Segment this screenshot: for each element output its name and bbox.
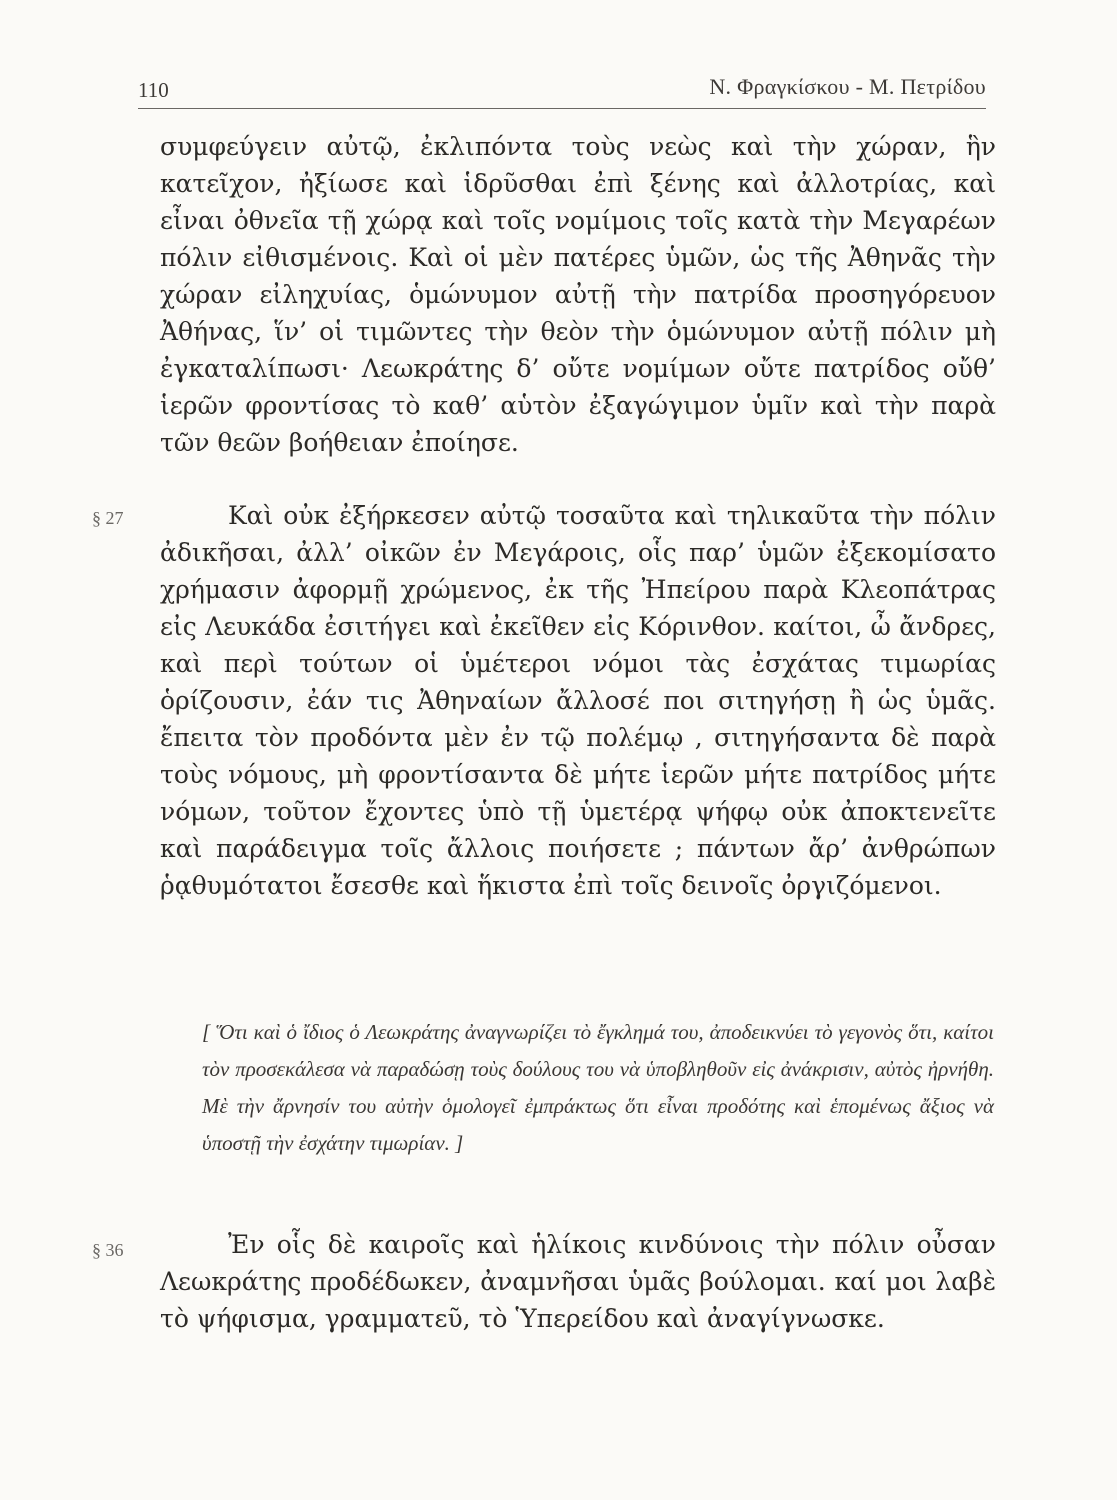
paragraph-section-36: Ἐν οἷς δὲ καιροῖς καὶ ἡλίκοις κινδύνοις τὴν πόλιν οὖσαν Λεωκράτης προδέδωκεν, ἀναμνῆσαι ὑμᾶς βούλομαι. καί μοι λαβὲ τὸ ψήφισμα, γραμματεῦ, τὸ Ὑπερείδου καὶ ἀναγίγνωσκε. (160, 1230, 996, 1333)
bracketed-note: [ Ὅτι καὶ ὁ ἴδιος ὁ Λεωκράτης ἀναγνωρίζει τὸ ἔγκλημά του, ἀποδεικνύει τὸ γεγονὸς ὅτι, καίτοι τὸν προσεκάλεσα νὰ παραδώσῃ τοὺς δούλους του νὰ ὑποβληθοῦν εἰς ἀνάκρισιν, αὐτὸς ἠρνήθη. Μὲ τὴν ἄρνησίν του αὐτὴν ὁμολογεῖ ἐμπράκτως ὅτι εἶναι προδότης καὶ ἑπομένως ἄξιος νὰ ὑποστῇ τὴν ἐσχάτην τιμωρίαν. ] (202, 1020, 994, 1155)
paragraph-section-27: Καὶ οὐκ ἐξήρκεσεν αὐτῷ τοσαῦτα καὶ τηλικαῦτα τὴν πόλιν ἀδικῆσαι, ἀλλ’ οἰκῶν ἐν Μεγάροις, οἷς παρ’ ὑμῶν ἐξεκομίσατο χρήμασιν ἀφορμῇ χρώμενος, ἐκ τῆς Ἠπείρου παρὰ Κλεοπάτρας εἰς Λευκάδα ἐσιτήγει καὶ ἐκεῖθεν εἰς Κόρινθον. καίτοι, ὦ ἄνδρες, καὶ περὶ τούτων οἱ ὑμέτεροι νόμοι τὰς ἐσχάτας τιμωρίας ὁρίζουσιν, ἐάν τις Ἀθηναίων ἄλλοσέ ποι σιτηγήσῃ ἢ ὡς ὑμᾶς. ἔπειτα τὸν προδόντα μὲν ἐν τῷ πολέμῳ , σιτηγήσαντα δὲ παρὰ τοὺς νόμους, μὴ φροντίσαντα δὲ μήτε ἱερῶν μήτε πατρίδος μήτε νόμων, τοῦτον ἔχοντες ὑπὸ τῇ ὑμετέρᾳ ψήφῳ οὐκ ἀποκτενεῖτε καὶ παράδειγμα τοῖς ἄλλοις ποιήσετε ; πάντων ἄρ’ ἀνθρώπων ῥᾳθυμότατοι ἔσεσθε καὶ ἥκιστα ἐπὶ τοῖς δεινοῖς ὀργιζόμενοι. (160, 501, 996, 900)
page-number: 110 (138, 78, 169, 102)
section-mark-27: § 27 (92, 508, 124, 528)
section-mark-36: § 36 (92, 1240, 124, 1260)
paragraph-continuation: συμφεύγειν αὐτῷ, ἐκλιπόντα τοὺς νεὼς καὶ τὴν χώραν, ἣν κατεῖχον, ἠξίωσε καὶ ἱδρῦσθαι ἐπὶ ξένης καὶ ἀλλοτρίας, καὶ εἶναι ὀθνεῖα τῇ χώρᾳ καὶ τοῖς νομίμοις τοῖς κατὰ τὴν Μεγαρέων πόλιν εἰθισμένοις. Καὶ οἱ μὲν πατέρες ὑμῶν, ὡς τῆς Ἀθηνᾶς τὴν χώραν εἰληχυίας, ὁμώνυμον αὐτῇ τὴν πατρίδα προσηγόρευον Ἀθήνας, ἵν’ οἱ τιμῶντες τὴν θεὸν τὴν ὁμώνυμον αὐτῇ πόλιν μὴ ἐγκαταλίπωσι· Λεωκράτης δ’ οὔτε νομίμων οὔτε πατρίδος οὔθ’ ἱερῶν φροντίσας τὸ καθ’ αὑτὸν ἐξαγώγιμον ὑμῖν καὶ τὴν παρὰ τῶν θεῶν βοήθειαν ἐποίησε. (160, 132, 996, 457)
running-head-authors: Ν. Φραγκίσκου - Μ. Πετρίδου (709, 74, 986, 99)
running-head (138, 72, 986, 109)
